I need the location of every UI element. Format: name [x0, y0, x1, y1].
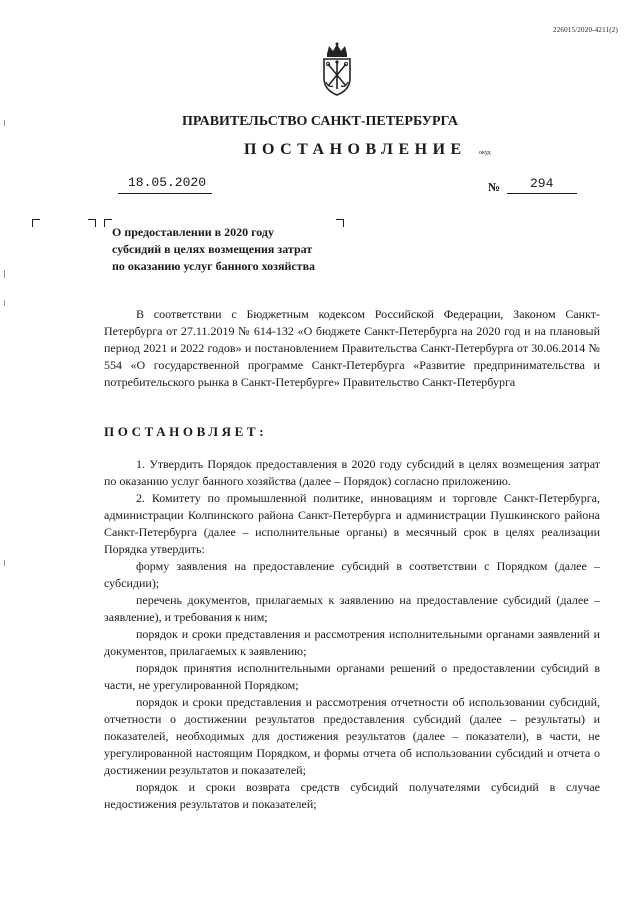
subject-line: субсидий в целях возмещения затрат	[112, 242, 313, 256]
government-name: ПРАВИТЕЛЬСТВО САНКТ-ПЕТЕРБУРГА	[181, 114, 459, 129]
subject-line: по оказанию услуг банного хозяйства	[112, 259, 316, 273]
paragraph: порядок и сроки возврата средств субсидий получателями субсидий в случае недостижения результатов и показателей;	[104, 780, 600, 811]
subject-line: О предоставлении в 2020 году	[112, 225, 275, 239]
paragraph: форму заявления на предоставление субсидий в соответствии с Порядком (далее – субсидии);	[104, 559, 600, 590]
document-subject	[112, 224, 315, 275]
coat-of-arms-emblem	[317, 42, 357, 98]
scan-margin-mark	[4, 120, 5, 126]
scan-margin-mark	[4, 300, 5, 306]
corner-bracket-mid-a	[88, 219, 96, 227]
paragraph: перечень документов, прилагаемых к заявлению на предоставление субсидий (далее – заявление), и требования к ним;	[104, 593, 600, 624]
corner-bracket-mid-b	[104, 219, 112, 227]
scan-margin-mark	[4, 560, 5, 566]
document-number-value: 294	[530, 176, 554, 191]
paragraph: 2. Комитету по промышленной политике, инновациям и торговле Санкт-Петербурга, администрации Колпинского района Санкт-Петербурга и администрации Пушкинского района Санкт-Петербурга (далее – исполнительные органы) в месячный срок в целях реализации Порядка утвердить:	[104, 491, 600, 556]
resolves-heading: ПОСТАНОВЛЯЕТ:	[104, 424, 268, 439]
document-date: 18.05.2020	[128, 175, 207, 190]
paragraph: 1. Утвердить Порядок предоставления в 2020 году субсидий в целях возмещения затрат по оказанию услуг банного хозяйства (далее – Порядок) согласно приложению.	[104, 457, 600, 488]
number-label: №	[488, 180, 501, 194]
paragraph: порядок и сроки представления и рассмотрения исполнительными органами заявлений и документов, прилагаемых к заявлению;	[104, 627, 600, 658]
corner-bracket-right	[336, 219, 344, 227]
scan-margin-mark	[4, 270, 5, 278]
date-underline	[118, 193, 212, 194]
document-type-title: ПОСТАНОВЛЕНИЕ	[244, 141, 467, 158]
document-number: 226015/2020-4211(2)	[553, 26, 618, 34]
paragraph: порядок и сроки представления и рассмотрения отчетности об использовании субсидий, отчетности о достижении результатов предоставления субсидий (далее – результаты) и показателей, необходимых для достижения результатов (далее – показатели), в части, не урегулированной настоящим Порядком, и формы отчета об использовании субсидий и отчета о достижении результатов и показателей;	[104, 695, 600, 777]
number-underline	[507, 193, 577, 194]
corner-bracket-left	[32, 219, 40, 227]
preamble	[104, 306, 600, 391]
okud-label: окуд	[479, 150, 491, 156]
paragraph: порядок принятия исполнительными органами решений о предоставлении субсидий в части, не урегулированной Порядком;	[104, 661, 600, 692]
resolution-body	[104, 456, 600, 813]
preamble-text: В соответствии с Бюджетным кодексом Российской Федерации, Законом Санкт-Петербурга от 27.11.2019 № 614-132 «О бюджете Санкт-Петербурга на 2020 год и на плановый период 2021 и 2022 годов» и постановлением Правительства Санкт-Петербурга от 30.06.2014 № 554 «О государственной программе Санкт-Петербурга «Развитие предпринимательства и потребительского рынка в Санкт-Петербурге» Правительство Санкт-Петербурга	[104, 307, 600, 389]
